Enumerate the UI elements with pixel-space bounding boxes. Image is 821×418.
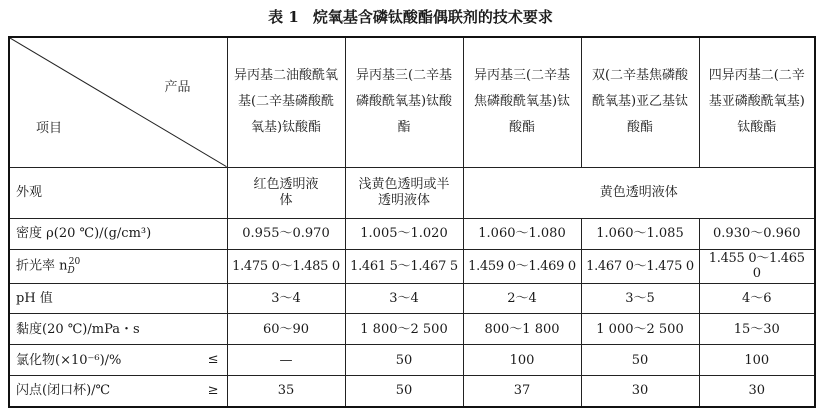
cell-chloride-3: 100 [463, 345, 581, 376]
cell-chloride-2: 50 [345, 345, 463, 376]
operator-le: ≤ [207, 352, 219, 368]
cell-ph-4: 3～5 [581, 283, 699, 314]
product-header-5: 四异丙基二(二辛基亚磷酸酰氧基)钛酸酯 [699, 37, 815, 167]
row-density [9, 219, 815, 250]
cell-ph-5: 4～6 [699, 283, 815, 314]
cell-density-5: 0.930～0.960 [699, 219, 815, 250]
product-header-2: 异丙基三(二辛基磷酸酰氧基)钛酸酯 [345, 37, 463, 167]
caption-title: 烷氧基含磷钛酸酯偶联剂的技术要求 [312, 8, 553, 26]
label-flash-text: 闪点(闭口杯)/℃ [16, 383, 111, 399]
cell-refractive-1: 1.475 0～1.485 0 [227, 250, 345, 283]
label-chloride [9, 345, 227, 376]
cell-appearance-1: 红色透明液体 [227, 167, 345, 219]
cell-refractive-4: 1.467 0～1.475 0 [581, 250, 699, 283]
cell-flash-5: 30 [699, 376, 815, 407]
label-chloride-text: 氯化物(×10⁻⁶)/% [16, 352, 122, 368]
cell-density-4: 1.060～1.085 [581, 219, 699, 250]
product-header-4: 双(二辛基焦磷酸酰氧基)亚乙基钛酸酯 [581, 37, 699, 167]
header-row [9, 37, 815, 167]
label-ph: pH 值 [9, 283, 227, 314]
cell-viscosity-4: 1 000～2 500 [581, 314, 699, 345]
cell-ph-3: 2～4 [463, 283, 581, 314]
diagonal-line [10, 38, 227, 167]
label-viscosity: 黏度(20 ℃)/mPa・s [9, 314, 227, 345]
corner-item-label: 项目 [36, 121, 63, 137]
operator-ge: ≥ [207, 383, 219, 399]
cell-flash-3: 37 [463, 376, 581, 407]
cell-flash-4: 30 [581, 376, 699, 407]
cell-density-1: 0.955～0.970 [227, 219, 345, 250]
cell-viscosity-2: 1 800～2 500 [345, 314, 463, 345]
cell-flash-2: 50 [345, 376, 463, 407]
cell-viscosity-5: 15～30 [699, 314, 815, 345]
label-flash [9, 376, 227, 407]
row-refractive [9, 250, 815, 283]
cell-chloride-5: 100 [699, 345, 815, 376]
label-appearance: 外观 [9, 167, 227, 219]
cell-refractive-5: 1.455 0～1.465 0 [699, 250, 815, 283]
label-refractive-sup: 20 [68, 256, 81, 267]
cell-viscosity-1: 60～90 [227, 314, 345, 345]
row-appearance [9, 167, 815, 219]
cell-refractive-2: 1.461 5～1.467 5 [345, 250, 463, 283]
row-flash [9, 376, 815, 407]
cell-viscosity-3: 800～1 800 [463, 314, 581, 345]
row-ph [9, 283, 815, 314]
product-header-3: 异丙基三(二辛基焦磷酸酰氧基)钛酸酯 [463, 37, 581, 167]
label-refractive-sub: D [67, 265, 75, 276]
cell-flash-1: 35 [227, 376, 345, 407]
row-chloride [9, 345, 815, 376]
label-density: 密度 ρ(20 ℃)/(g/cm³) [9, 219, 227, 250]
cell-refractive-3: 1.459 0～1.469 0 [463, 250, 581, 283]
label-refractive [9, 250, 227, 283]
cell-density-2: 1.005～1.020 [345, 219, 463, 250]
cell-ph-2: 3～4 [345, 283, 463, 314]
corner-product-label: 产品 [164, 80, 191, 95]
cell-chloride-4: 50 [581, 345, 699, 376]
product-header-1: 异丙基二油酸酰氧基(二辛基磷酸酰氧基)钛酸酯 [227, 37, 345, 167]
table-caption [0, 4, 821, 30]
corner-cell [9, 37, 227, 167]
cell-appearance-345: 黄色透明液体 [463, 167, 815, 219]
label-refractive-text: 折光率 n [16, 257, 68, 273]
caption-number: 表 1 [268, 8, 299, 26]
cell-appearance-2: 浅黄色透明或半透明液体 [345, 167, 463, 219]
row-viscosity [9, 314, 815, 345]
spec-table [8, 36, 816, 408]
cell-chloride-1: — [227, 345, 345, 376]
cell-density-3: 1.060～1.080 [463, 219, 581, 250]
cell-ph-1: 3～4 [227, 283, 345, 314]
